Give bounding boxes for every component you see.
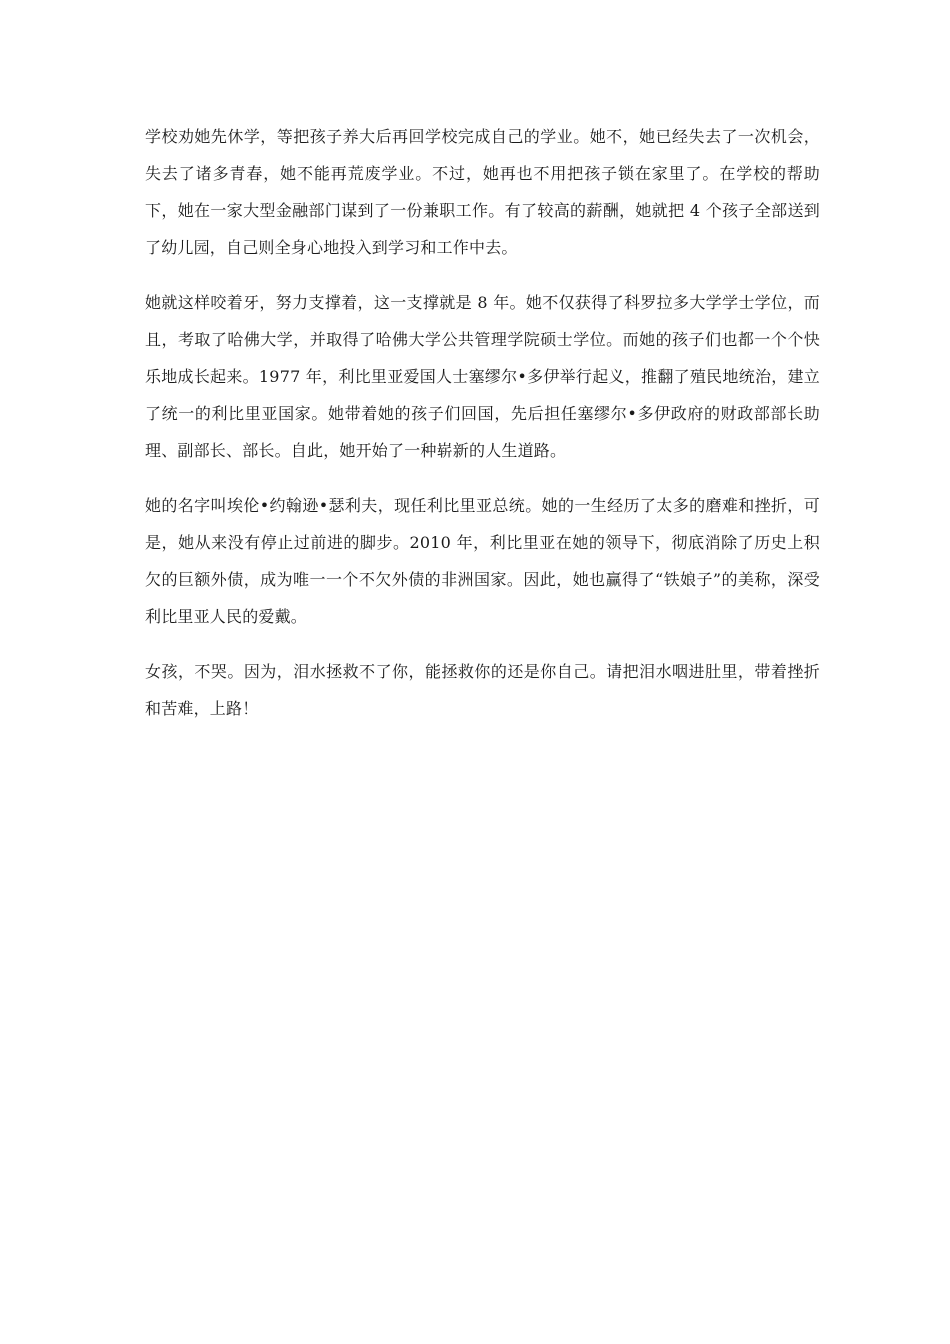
- paragraph-2: 她就这样咬着牙，努力支撑着，这一支撑就是 8 年。她不仅获得了科罗拉多大学学士学位，而且，考取了哈佛大学，并取得了哈佛大学公共管理学院硕士学位。而她的孩子们也都一个个快乐地成长起来。1977 年，利比里亚爱国人士塞缪尔•多伊举行起义，推翻了殖民地统治，建立了统一的利比里亚国家。她带着她的孩子们回国，先后担任塞缪尔•多伊政府的财政部部长助理、副部长、部长。自此，她开始了一种崭新的人生道路。: [145, 293, 820, 460]
- document-body: [145, 118, 820, 745]
- paragraph-3: 她的名字叫埃伦•约翰逊•瑟利夫，现任利比里亚总统。她的一生经历了太多的磨难和挫折，可是，她从来没有停止过前进的脚步。2010 年，利比里亚在她的领导下，彻底消除了历史上积欠的巨额外债，成为唯一一个不欠外债的非洲国家。因此，她也赢得了“铁娘子”的美称，深受利比里亚人民的爱戴。: [145, 496, 820, 626]
- paragraph-4: 女孩，不哭。因为，泪水拯救不了你，能拯救你的还是你自己。请把泪水咽进肚里，带着挫折和苦难，上路！: [145, 662, 820, 718]
- paragraph-1: 学校劝她先休学，等把孩子养大后再回学校完成自己的学业。她不，她已经失去了一次机会，失去了诸多青春，她不能再荒废学业。不过，她再也不用把孩子锁在家里了。在学校的帮助下，她在一家大型金融部门谋到了一份兼职工作。有了较高的薪酬，她就把 4 个孩子全部送到了幼儿园，自己则全身心地投入到学习和工作中去。: [145, 127, 820, 257]
